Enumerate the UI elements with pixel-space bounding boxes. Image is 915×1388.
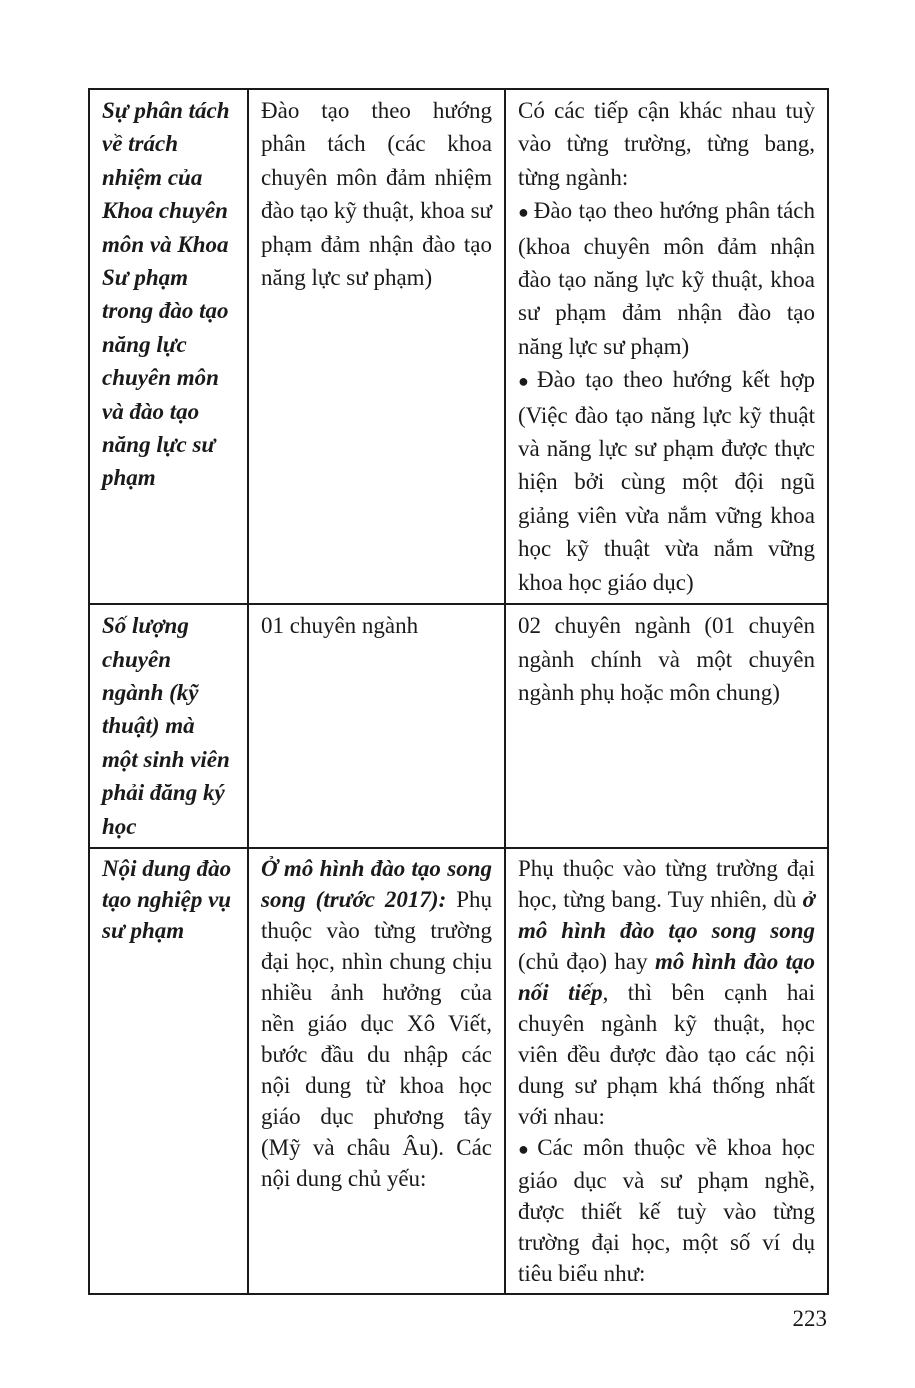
cell-text: , thì bên cạnh hai chuyên ngành kỹ thuật, học viên đều được đào tạo các nội dung sư phạm khá thống nhất với nhau: xyxy=(518,979,815,1129)
bullet-item xyxy=(518,363,815,599)
row-cell-col2: Đào tạo theo hướng phân tách (các khoa chuyên môn đảm nhiệm đào tạo kỹ thuật, khoa sư phạm đảm nhận đào tạo năng lực sư phạm) xyxy=(248,89,505,604)
bullet-item xyxy=(518,194,815,363)
bullet-text: Đào tạo theo hướng kết hợp (Việc đào tạo năng lực kỹ thuật và năng lực sư phạm được thực hiện bởi cùng một đội ngũ giảng viên vừa nắm vững khoa học kỹ thuật vừa nắm vững khoa học giáo dục) xyxy=(518,367,816,595)
row-cell-col2: 01 chuyên ngành xyxy=(248,604,505,848)
cell-text: (chủ đạo) hay xyxy=(518,948,648,974)
row-label-pedagogy-content: Nội dung đào tạo nghiệp vụ sư phạm xyxy=(89,848,248,1294)
bullet-icon: ● xyxy=(518,371,534,392)
row-label-responsibility: Sự phân tách về trách nhiệm của Khoa chuyên môn và Khoa Sư phạm trong đào tạo năng lực chuyên môn và đào tạo năng lực sư phạm xyxy=(89,89,248,604)
row-label-major-count: Số lượng chuyên ngành (kỹ thuật) mà một sinh viên phải đăng ký học xyxy=(89,604,248,848)
row-cell-col3: 02 chuyên ngành (01 chuyên ngành chính và một chuyên ngành phụ hoặc môn chung) xyxy=(505,604,828,848)
cell-emphasis: ở mô hình đào tạo song song xyxy=(518,886,816,943)
table-row xyxy=(89,848,828,1294)
table-row xyxy=(89,89,828,604)
page-number: 223 xyxy=(792,1306,827,1331)
cell-intro-text: Có các tiếp cận khác nhau tuỳ vào từng trường, từng bang, từng ngành: xyxy=(518,98,815,190)
cell-text: Phụ thuộc vào từng trường đại học, từng bang. Tuy nhiên, dù xyxy=(518,855,815,912)
comparison-table xyxy=(88,88,829,1295)
cell-emphasis: mô hình đào tạo nối tiếp xyxy=(518,948,816,1005)
cell-body-text: Phụ thuộc vào từng trường đại học, nhìn chung chịu nhiều ảnh hưởng của nền giáo dục Xô Viết, bước đầu du nhập các nội dung từ khoa học giáo dục phương tây (Mỹ và châu Âu). Các nội dung chủ yếu: xyxy=(261,886,492,1191)
bullet-item xyxy=(518,1132,815,1289)
table-row xyxy=(89,604,828,848)
bullet-text: Đào tạo theo hướng phân tách (khoa chuyên môn đảm nhận đào tạo năng lực kỹ thuật, khoa sư phạm đảm nhận đào tạo năng lực sư phạm) xyxy=(518,198,815,359)
bullet-icon: ● xyxy=(518,1138,534,1159)
bullet-icon: ● xyxy=(518,202,530,223)
bullet-text: Các môn thuộc về khoa học giáo dục và sư phạm nghề, được thiết kế tuỳ vào từng trường đại học, một số ví dụ tiêu biểu như: xyxy=(518,1134,816,1286)
row-cell-col2 xyxy=(248,848,505,1294)
cell-heading: Ở mô hình đào tạo song song (trước 2017): xyxy=(261,855,492,912)
row-cell-col3 xyxy=(505,89,828,604)
row-cell-col3 xyxy=(505,848,828,1294)
